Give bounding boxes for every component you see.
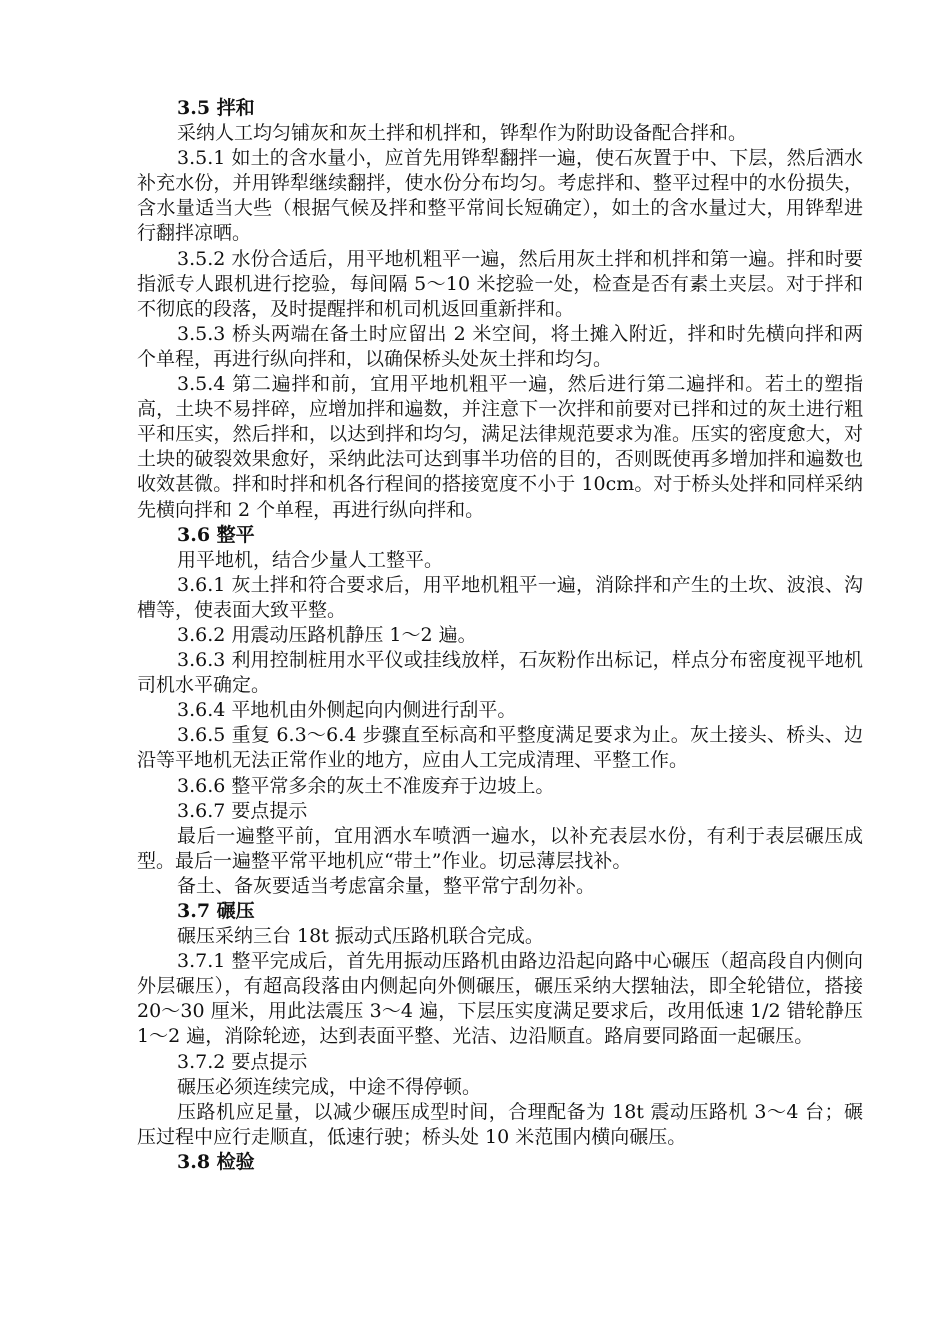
paragraph: 碾压采纳三台 18t 振动式压路机联合完成。 bbox=[177, 925, 544, 948]
paragraph: 3.6.3 利用控制桩用水平仪或挂线放样，石灰粉作出标记，样点分布密度视平地机司机水平确定。 bbox=[137, 649, 863, 697]
paragraph: 3.6.4 平地机由外侧起向内侧进行刮平。 bbox=[177, 699, 517, 722]
paragraph: 3.5.1 如土的含水量小，应首先用铧犁翻拌一遍，使石灰置于中、下层，然后洒水补充水份，并用铧犁继续翻拌，使水份分布均匀。考虑拌和、整平过程中的水份损失，含水量适当大些（根据气候及拌和整平常间长短确定），如土的含水量过大，用铧犁进行翻拌凉晒。 bbox=[137, 147, 863, 245]
section-heading-3-7: 3.7 碾压 bbox=[177, 900, 255, 922]
section-heading-3-6: 3.6 整平 bbox=[177, 523, 255, 546]
section-heading-3-8: 3.8 检验 bbox=[177, 1150, 255, 1173]
paragraph: 3.6.5 重复 6.3～6.4 步骤直至标高和平整度满足要求为止。灰土接头、桥头、边沿等平地机无法正常作业的地方，应由人工完成清理、平整工作。 bbox=[137, 724, 863, 772]
paragraph: 3.7.1 整平完成后，首先用振动压路机由路边沿起向路中心碾压（超高段自内侧向外层碾压），有超高段落由内侧起向外侧碾压，碾压采纳大摆轴法，即全轮错位，搭接 20～30 厘米，用此法震压 3～4 遍，下层压实度满足要求后，改用低速 1/2 错轮静压 1～2 遍，消除轮迹，达到表面平整、光洁、边沿顺直。路肩要同路面一起碾压。 bbox=[137, 950, 863, 1048]
paragraph: 3.6.6 整平常多余的灰土不准废弃于边坡上。 bbox=[177, 774, 555, 797]
paragraph: 3.6.7 要点提示 bbox=[177, 799, 308, 822]
paragraph: 最后一遍整平前，宜用洒水车喷洒一遍水，以补充表层水份，有利于表层碾压成型。最后一遍整平常平地机应“带土”作业。切忌薄层找补。 bbox=[137, 824, 863, 872]
paragraph: 采纳人工均匀铺灰和灰土拌和机拌和，铧犁作为附助设备配合拌和。 bbox=[177, 122, 748, 145]
paragraph: 3.7.2 要点提示 bbox=[177, 1050, 308, 1073]
paragraph: 3.5.3 桥头两端在备土时应留出 2 米空间，将土摊入附近，拌和时先横向拌和两个单程，再进行纵向拌和，以确保桥头处灰土拌和均匀。 bbox=[137, 322, 863, 370]
document-page bbox=[137, 96, 863, 1175]
section-heading-3-5: 3.5 拌和 bbox=[177, 97, 255, 119]
paragraph: 3.5.2 水份合适后，用平地机粗平一遍，然后用灰土拌和机拌和第一遍。拌和时要指派专人跟机进行挖验，每间隔 5～10 米挖验一处，检查是否有素土夹层。对于拌和不彻底的段落，及时提醒拌和机司机返回重新拌和。 bbox=[137, 247, 863, 320]
paragraph: 3.6.2 用震动压路机静压 1～2 遍。 bbox=[177, 623, 477, 646]
paragraph: 碾压必须连续完成，中途不得停顿。 bbox=[177, 1075, 482, 1098]
paragraph: 用平地机，结合少量人工整平。 bbox=[177, 548, 444, 571]
paragraph: 压路机应足量，以减少碾压成型时间，合理配备为 18t 震动压路机 3～4 台；碾压过程中应行走顺直，低速行驶；桥头处 10 米范围内横向碾压。 bbox=[137, 1100, 863, 1148]
paragraph: 3.5.4 第二遍拌和前，宜用平地机粗平一遍，然后进行第二遍拌和。若土的塑指高，土块不易拌碎，应增加拌和遍数，并注意下一次拌和前要对已拌和过的灰土进行粗平和压实，然后拌和，以达到拌和均匀，满足法律规范要求为准。压实的密度愈大，对土块的破裂效果愈好，采纳此法可达到事半功倍的目的，否则既使再多增加拌和遍数也收效甚微。拌和时拌和机各行程间的搭接宽度不小于 10cm。对于桥头处拌和同样采纳先横向拌和 2 个单程，再进行纵向拌和。 bbox=[137, 373, 863, 521]
paragraph: 3.6.1 灰土拌和符合要求后，用平地机粗平一遍，消除拌和产生的土坎、波浪、沟槽等，使表面大致平整。 bbox=[137, 573, 863, 621]
paragraph: 备土、备灰要适当考虑富余量，整平常宁刮勿补。 bbox=[177, 874, 596, 897]
